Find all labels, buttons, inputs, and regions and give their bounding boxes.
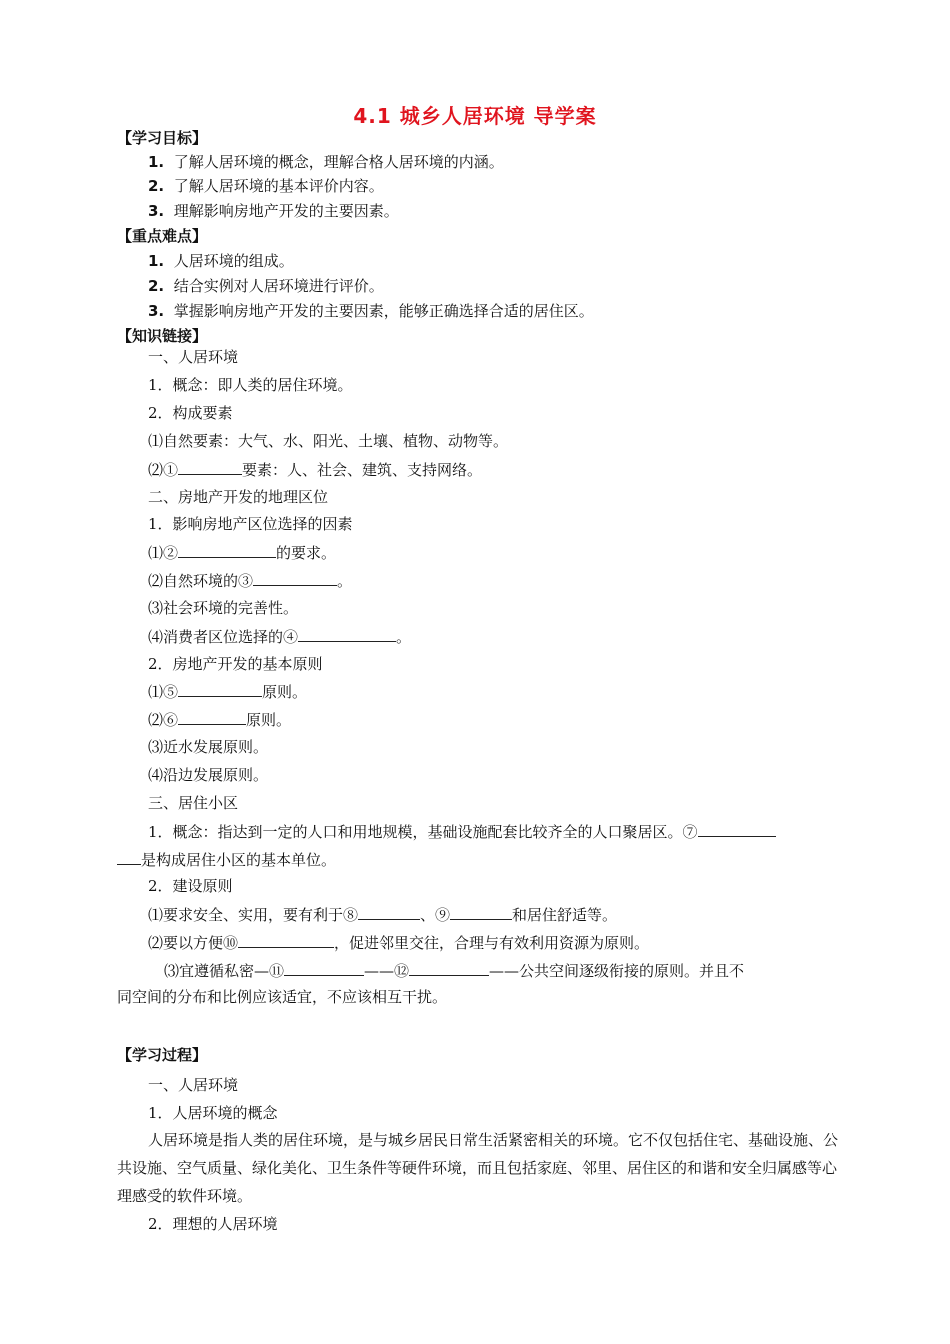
links-s3-1-cont: 是构成居住小区的基本单位。: [117, 849, 336, 870]
fill-blank-9[interactable]: [450, 904, 512, 920]
fill-blank-7b[interactable]: [117, 849, 141, 865]
links-s2-2d: ⑷沿边发展原则。: [148, 766, 269, 784]
links-s2-2: 2．房地产开发的基本原则: [148, 655, 323, 673]
links-s3-2c-cont: 同空间的分布和比例应该适宜，不应该相互干扰。: [117, 988, 448, 1006]
links-s3-2b: ⑵要以方便⑩ ，促进邻里交往，合理与有效利用资源为原则。: [148, 934, 650, 952]
links-s3-2: 2．建设原则: [148, 877, 233, 895]
links-s3-1: 1．概念：指达到一定的人口和用地规模，基础设施配套比较齐全的人口聚居区。⑦: [148, 821, 776, 842]
links-section-1: 一、人居环境: [148, 348, 239, 366]
fill-blank-7[interactable]: [698, 821, 776, 837]
key-item-3: 3. 掌握影响房地产开发的主要因素，能够正确选择合适的居住区。: [148, 302, 594, 320]
keys-header: 【重点难点】: [117, 227, 208, 245]
fill-blank-2[interactable]: [178, 542, 276, 558]
fill-blank-8[interactable]: [358, 904, 420, 920]
fill-blank-10[interactable]: [238, 932, 334, 948]
links-s1-2b: ⑵① 要素：人、社会、建筑、支持网络。: [148, 461, 483, 479]
goal-item-3: 3. 理解影响房地产开发的主要因素。: [148, 202, 399, 220]
links-s2-2c: ⑶近水发展原则。: [148, 738, 269, 756]
links-s2-1c: ⑶社会环境的完善性。: [148, 599, 299, 617]
links-section-3: 三、居住小区: [148, 794, 239, 812]
fill-blank-6[interactable]: [178, 709, 246, 725]
goals-header: 【学习目标】: [117, 129, 208, 147]
process-paragraph: 人居环境是指人类的居住环境，是与城乡居民日常生活紧密相关的环境。它不仅包括住宅、基础设施、公共设施、空气质量、绿化美化、卫生条件等硬件环境，而且包括家庭、邻里、居住区的和谐和安全归属感等心理感受的软件环境。: [117, 1131, 839, 1205]
links-s2-1a: ⑴② 的要求。: [148, 544, 337, 562]
goal-item-1: 1. 了解人居环境的概念，理解合格人居环境的内涵。: [148, 153, 504, 171]
links-s1-1: 1．概念：即人类的居住环境。: [148, 376, 353, 394]
process-header: 【学习过程】: [117, 1046, 208, 1064]
process-section-1: 一、人居环境: [148, 1076, 239, 1094]
links-section-2: 二、房地产开发的地理区位: [148, 488, 329, 506]
links-s2-1d: ⑷消费者区位选择的④ 。: [148, 628, 412, 646]
fill-blank-3[interactable]: [253, 570, 337, 586]
key-item-1: 1. 人居环境的组成。: [148, 252, 294, 270]
links-s2-2a: ⑴⑤ 原则。: [148, 683, 308, 701]
document-title: 4.1 城乡人居环境 导学案: [353, 104, 597, 128]
links-s3-2a: ⑴要求安全、实用，要有利于⑧ 、⑨ 和居住舒适等。: [148, 906, 618, 924]
links-s2-1b: ⑵自然环境的③ 。: [148, 572, 353, 590]
links-s2-2b: ⑵⑥ 原则。: [148, 711, 292, 729]
goal-item-2: 2. 了解人居环境的基本评价内容。: [148, 177, 384, 195]
links-s1-2a: ⑴自然要素：大气、水、阳光、土壤、植物、动物等。: [148, 432, 509, 450]
links-s3-2c: ⑶宜遵循私密—⑪ ——⑫ ——公共空间逐级衔接的原则。并且不: [164, 962, 745, 980]
process-s1-2: 2．理想的人居环境: [148, 1215, 278, 1233]
fill-blank-1[interactable]: [178, 459, 242, 475]
fill-blank-11[interactable]: [284, 960, 364, 976]
links-s1-2: 2．构成要素: [148, 404, 233, 422]
fill-blank-4[interactable]: [298, 626, 396, 642]
key-item-2: 2. 结合实例对人居环境进行评价。: [148, 277, 384, 295]
fill-blank-12[interactable]: [409, 960, 489, 976]
links-header: 【知识链接】: [117, 327, 208, 345]
fill-blank-5[interactable]: [178, 681, 262, 697]
links-s2-1: 1．影响房地产区位选择的因素: [148, 515, 353, 533]
process-s1-1: 1．人居环境的概念: [148, 1104, 278, 1122]
